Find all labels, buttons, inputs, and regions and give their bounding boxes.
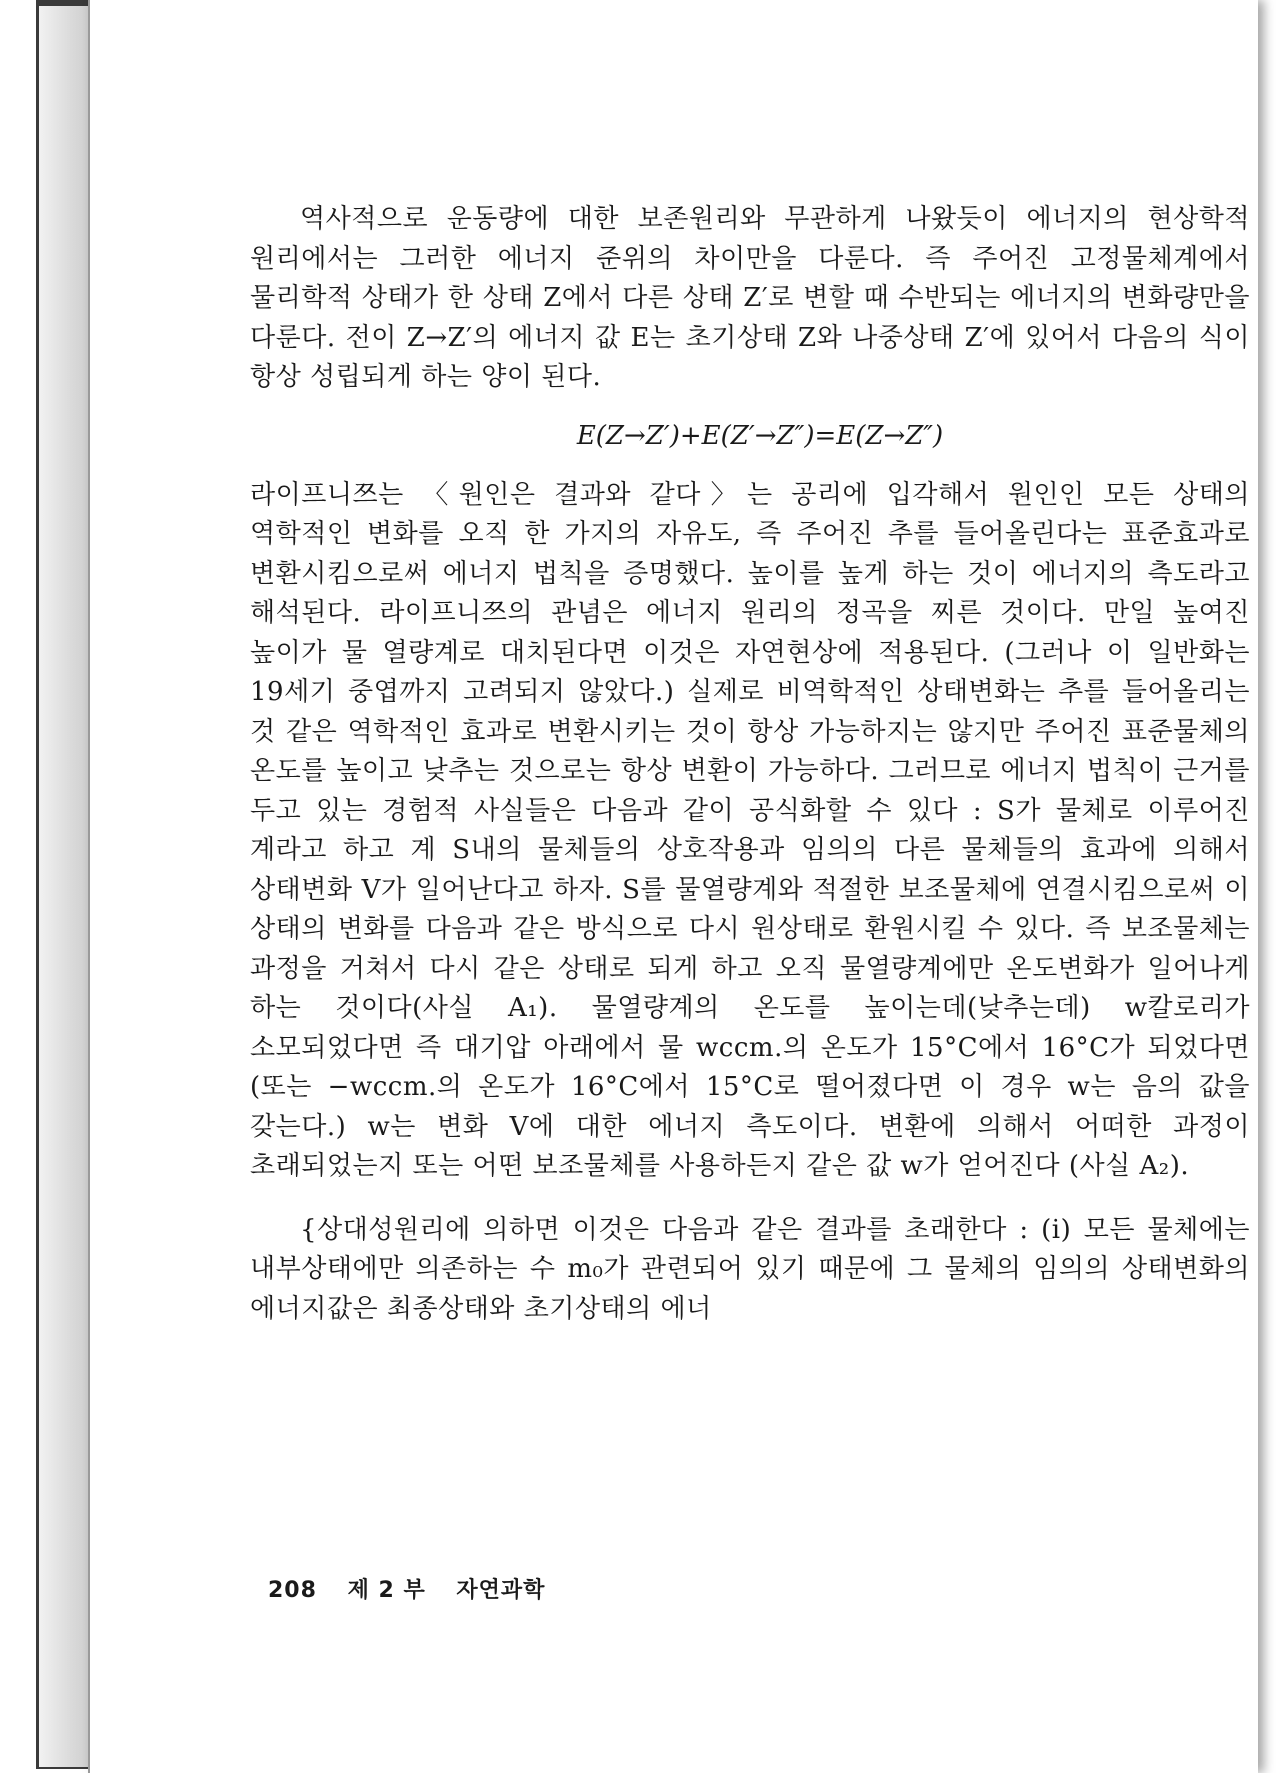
paragraph-2: 라이프니쯔는 〈원인은 결과와 같다〉는 공리에 입각해서 원인인 모든 상태의 역학적인 변화를 오직 한 가지의 자유도, 즉 주어진 추를 들어올린다는 표준효과로 변환시킴으로써 에너지 법칙을 증명했다. 높이를 높게 하는 것이 에너지의 측도라고 해석된다. 라이프니쯔의 관념은 에너지 원리의 정곡을 찌른 것이다. 만일 높여진 높이가 물 열량계로 대치된다면 이것은 자연현상에 적용된다. (그러나 이 일반화는 19세기 중엽까지 고려되지 않았다.) 실제로 비역학적인 상태변화는 추를 들어올리는 것 같은 역학적인 효과로 변환시키는 것이 항상 가능하지는 않지만 주어진 표준물체의 온도를 높이고 낮추는 것으로는 항상 변환이 가능하다. 그러므로 에너지 법칙이 근거를 두고 있는 경험적 사실들은 다음과 같이 공식화할 수 있다 : S가 물체로 이루어진 계라고 하고 계 S내의 물체들의 상호작용과 임의의 다른 물체들의 효과에 의해서 상태변화 V가 일어난다고 하자. S를 물열량계와 적절한 보조물체에 연결시킴으로써 이 상태의 변화를 다음과 같은 방식으로 다시 원상태로 환원시킬 수 있다. 즉 보조물체는 과정을 거쳐서 다시 같은 상태로 되게 하고 오직 물열량계에만 온도변화가 일어나게 하는 것이다(사실 A₁). 물열량계의 온도를 높이는데(낮추는데) w칼로리가 소모되었다면 즉 대기압 아래에서 물 wccm.의 온도가 15°C에서 16°C가 되었다면(또는 −wccm.의 온도가 16°C에서 15°C로 떨어졌다면 이 경우 w는 음의 값을 갖는다.) w는 변화 V에 대한 에너지 측도이다. 변환에 의해서 어떠한 과정이 초래되었는지 또는 어떤 보조물체를 사용하든지 같은 값 w가 얻어진다 (사실 A₂). — [250, 479, 1250, 1181]
page-footer — [268, 1573, 567, 1604]
book-spine — [36, 4, 88, 1769]
book-page — [88, 0, 1258, 1773]
page-number: 208 — [268, 1578, 317, 1603]
page-body — [250, 200, 1250, 1329]
paragraph-1: 역사적으로 운동량에 대한 보존원리와 무관하게 나왔듯이 에너지의 현상학적 원리에서는 그러한 에너지 준위의 차이만을 다룬다. 즉 주어진 고정물체계에서 물리학적 상태가 한 상태 Z에서 다른 상태 Z′로 변할 때 수반되는 에너지의 변화량만을 다룬다. 전이 Z→Z′의 에너지 값 E는 초기상태 Z와 나중상태 Z′에 있어서 다음의 식이 항상 성립되게 하는 양이 된다. — [250, 204, 1250, 392]
equation: E(Z→Z′)+E(Z′→Z″)=E(Z→Z″) — [576, 420, 944, 451]
paragraph-gap — [250, 1187, 1250, 1211]
part-label: 제 2 부 — [347, 1578, 426, 1603]
section-label: 자연과학 — [456, 1578, 546, 1603]
paragraph-3: {상대성원리에 의하면 이것은 다음과 같은 결과를 초래한다 : (i) 모든 물체에는 내부상태에만 의존하는 수 m₀가 관련되어 있기 때문에 그 물체의 임의의 상태변화의 에너지값은 최종상태와 초기상태의 에너 — [250, 1214, 1250, 1324]
